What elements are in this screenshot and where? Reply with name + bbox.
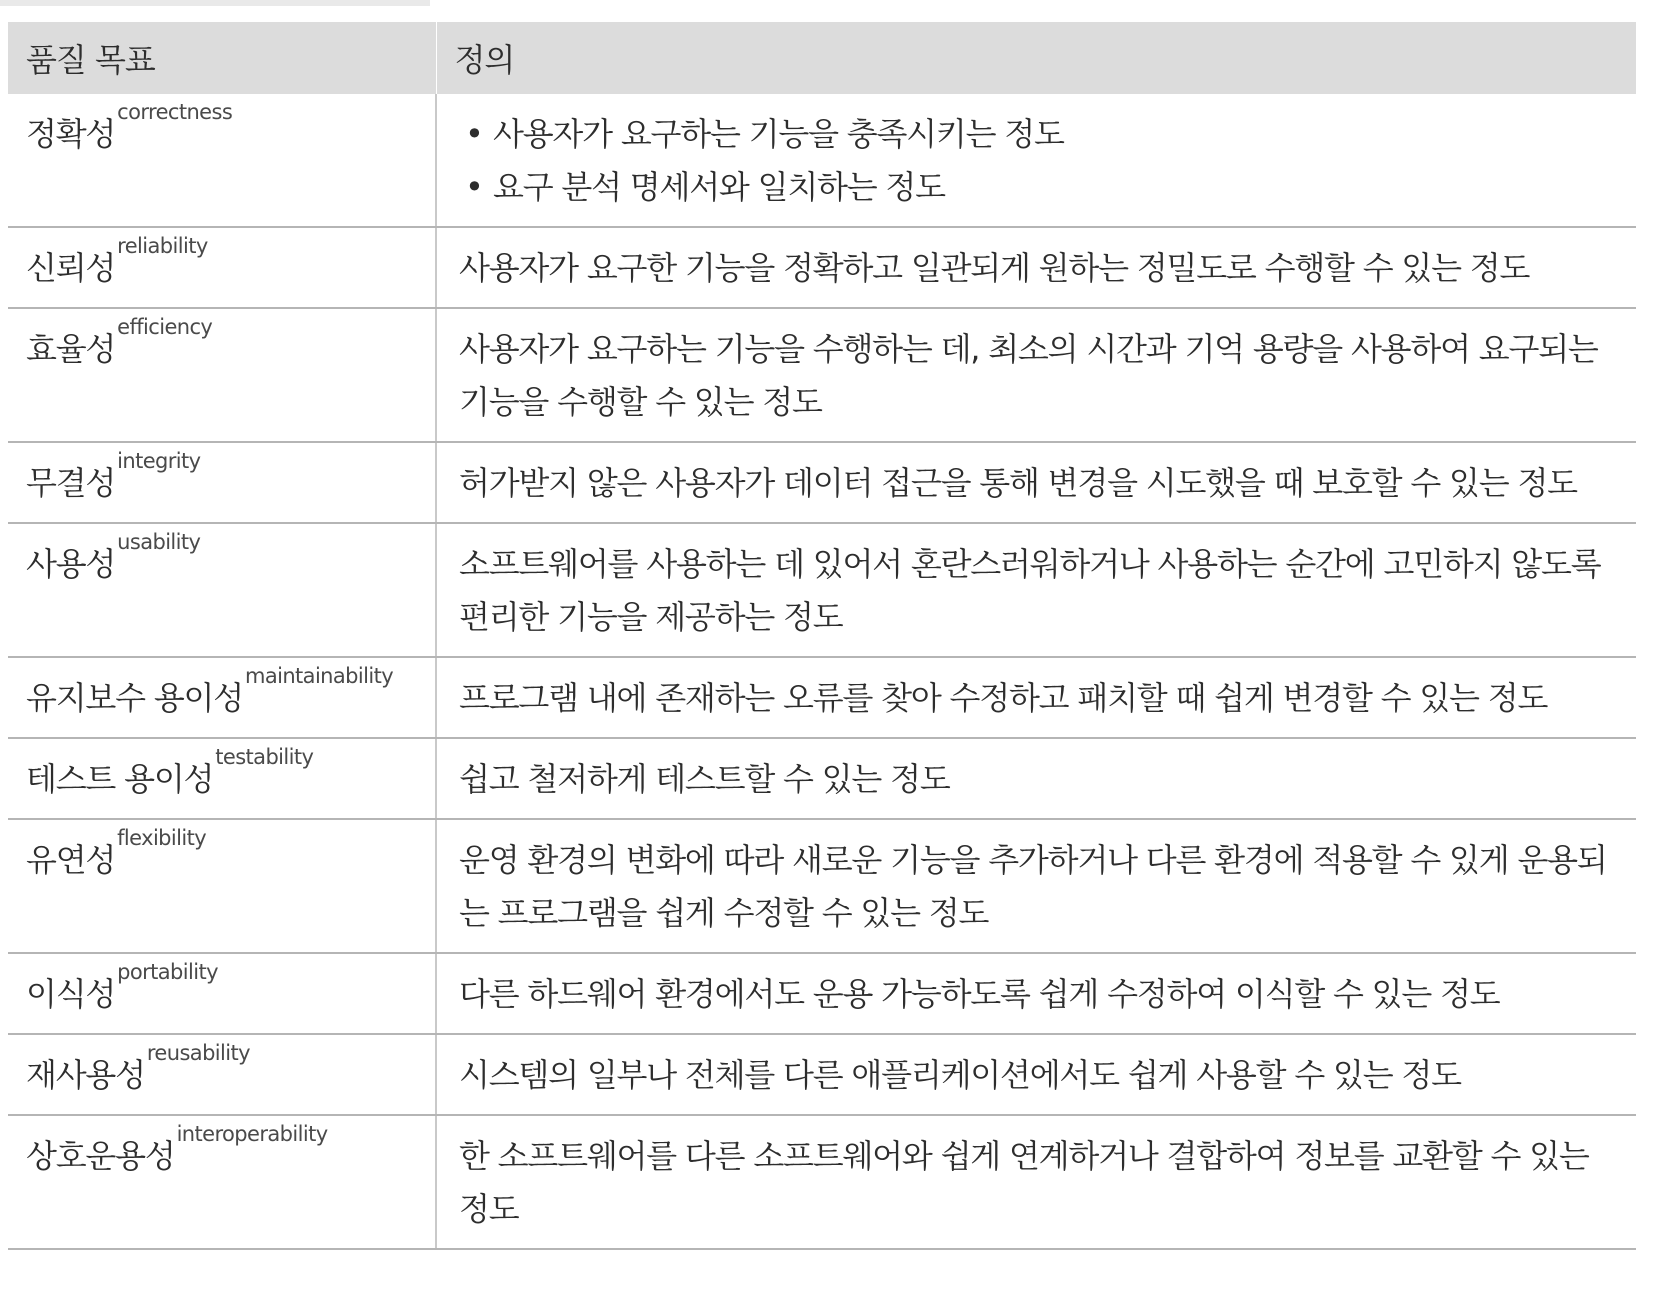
goal-name: 유지보수 용이성 bbox=[26, 679, 243, 717]
definition-text: 소프트웨어를 사용하는 데 있어서 혼란스러워하거나 사용하는 순간에 고민하지 않도록 편리한 기능을 제공하는 정도 bbox=[436, 523, 1636, 657]
goal-cell bbox=[8, 1115, 436, 1249]
definition-bullet: • 요구 분석 명세서와 일치하는 정도 bbox=[459, 161, 1618, 214]
table-row bbox=[8, 1115, 1636, 1249]
goal-name: 무결성 bbox=[26, 464, 116, 502]
goal-cell bbox=[8, 819, 436, 953]
definition-text: 시스템의 일부나 전체를 다른 애플리케이션에서도 쉽게 사용할 수 있는 정도 bbox=[436, 1034, 1636, 1115]
goal-english: maintainability bbox=[244, 664, 394, 688]
quality-goals-table bbox=[8, 22, 1636, 1250]
goal-english: reusability bbox=[146, 1041, 250, 1065]
definition-text: 사용자가 요구하는 기능을 수행하는 데, 최소의 시간과 기억 용량을 사용하여 요구되는 기능을 수행할 수 있는 정도 bbox=[436, 308, 1636, 442]
goal-cell bbox=[8, 1034, 436, 1115]
goal-name: 유연성 bbox=[26, 841, 116, 879]
goal-english: correctness bbox=[117, 100, 233, 124]
goal-name: 정확성 bbox=[26, 115, 116, 153]
goal-name: 상호운용성 bbox=[26, 1137, 175, 1175]
goal-english: portability bbox=[117, 960, 218, 984]
definition-text: 프로그램 내에 존재하는 오류를 찾아 수정하고 패치할 때 쉽게 변경할 수 있는 정도 bbox=[436, 657, 1636, 738]
table-row bbox=[8, 738, 1636, 819]
goal-name: 신뢰성 bbox=[26, 249, 116, 287]
goal-english: flexibility bbox=[117, 826, 207, 850]
header-definition: 정의 bbox=[436, 22, 1636, 94]
cropped-caption-edge bbox=[0, 0, 430, 6]
definition-text: 쉽고 철저하게 테스트할 수 있는 정도 bbox=[436, 738, 1636, 819]
table-row bbox=[8, 523, 1636, 657]
definition-text: 한 소프트웨어를 다른 소프트웨어와 쉽게 연계하거나 결합하여 정보를 교환할 수 있는 정도 bbox=[436, 1115, 1636, 1249]
header-quality-goal: 품질 목표 bbox=[8, 22, 436, 94]
table-row bbox=[8, 657, 1636, 738]
goal-name: 사용성 bbox=[26, 545, 116, 583]
goal-cell bbox=[8, 953, 436, 1034]
goal-cell bbox=[8, 94, 436, 227]
goal-cell bbox=[8, 523, 436, 657]
table-row bbox=[8, 953, 1636, 1034]
definition-text: 허가받지 않은 사용자가 데이터 접근을 통해 변경을 시도했을 때 보호할 수 있는 정도 bbox=[436, 442, 1636, 523]
goal-cell bbox=[8, 308, 436, 442]
goal-english: efficiency bbox=[117, 315, 213, 339]
goal-english: interoperability bbox=[176, 1122, 328, 1146]
table-row bbox=[8, 819, 1636, 953]
goal-english: testability bbox=[215, 745, 314, 769]
goal-name: 이식성 bbox=[26, 975, 116, 1013]
table-row bbox=[8, 308, 1636, 442]
goal-english: reliability bbox=[117, 234, 208, 258]
goal-english: usability bbox=[117, 530, 201, 554]
goal-english: integrity bbox=[117, 449, 201, 473]
definition-cell bbox=[436, 94, 1636, 227]
definition-text: 사용자가 요구한 기능을 정확하고 일관되게 원하는 정밀도로 수행할 수 있는 정도 bbox=[436, 227, 1636, 308]
goal-name: 효율성 bbox=[26, 330, 116, 368]
table-row bbox=[8, 1034, 1636, 1115]
table-row bbox=[8, 442, 1636, 523]
goal-name: 테스트 용이성 bbox=[26, 760, 214, 798]
goal-cell bbox=[8, 227, 436, 308]
definition-bullet-list bbox=[459, 108, 1618, 214]
definition-text: 운영 환경의 변화에 따라 새로운 기능을 추가하거나 다른 환경에 적용할 수 있게 운용되는 프로그램을 쉽게 수정할 수 있는 정도 bbox=[436, 819, 1636, 953]
definition-bullet: • 사용자가 요구하는 기능을 충족시키는 정도 bbox=[459, 108, 1618, 161]
definition-text: 다른 하드웨어 환경에서도 운용 가능하도록 쉽게 수정하여 이식할 수 있는 정도 bbox=[436, 953, 1636, 1034]
goal-cell bbox=[8, 442, 436, 523]
table-row bbox=[8, 227, 1636, 308]
table-row bbox=[8, 94, 1636, 227]
table-header-row bbox=[8, 22, 1636, 94]
goal-cell bbox=[8, 738, 436, 819]
goal-name: 재사용성 bbox=[26, 1056, 145, 1094]
goal-cell bbox=[8, 657, 436, 738]
